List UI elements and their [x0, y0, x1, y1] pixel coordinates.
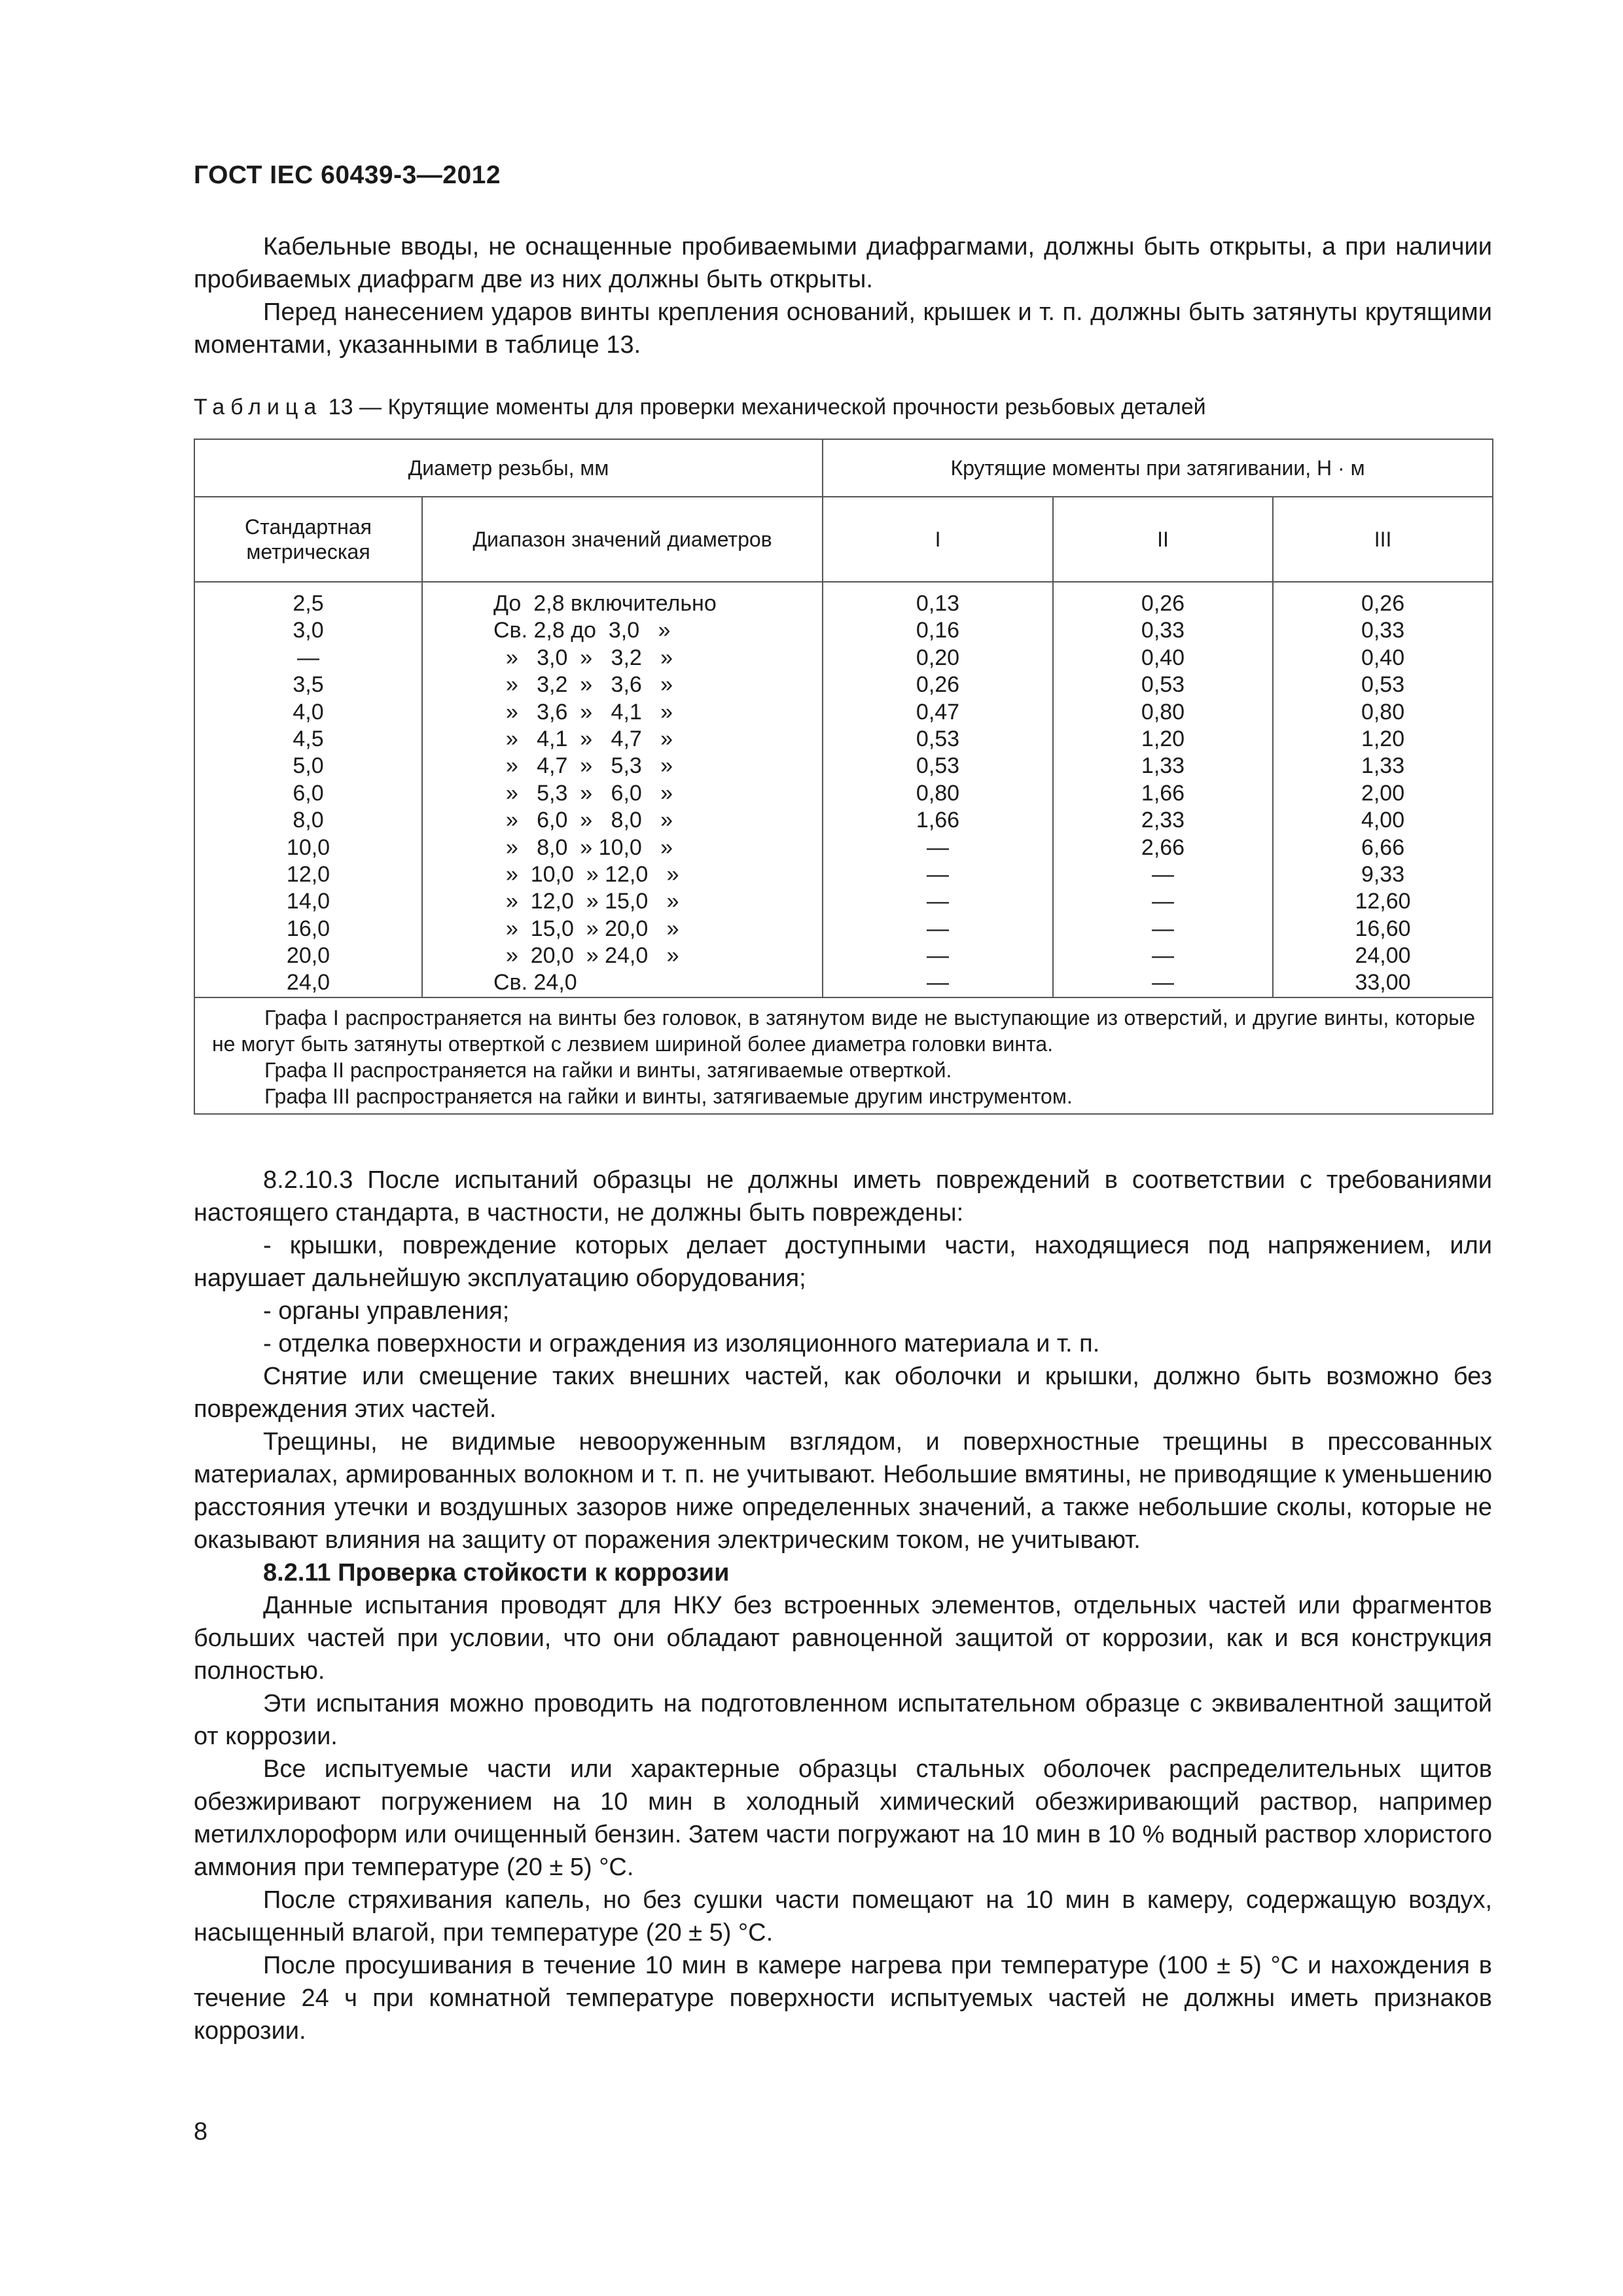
table-cell: 1,33: [1141, 753, 1185, 779]
table-cell: 16,60: [1355, 916, 1411, 941]
table-cell: 0,26: [1141, 591, 1185, 616]
table-cell: 14,0: [286, 889, 330, 914]
table-cell: 0,47: [916, 699, 960, 725]
table-caption-text: 13 — Крутящие моменты для проверки механической прочности резьбовых деталей: [322, 395, 1206, 420]
column-standard-values: [194, 582, 422, 997]
paragraph: Кабельные вводы, не оснащенные пробиваемыми диафрагмами, должны быть открыты, а при наличии пробиваемых диафрагм две из них должны быть открыты.: [194, 233, 1492, 293]
table-cell: —: [927, 916, 950, 941]
table-cell: » 10,0 » 12,0 »: [493, 861, 679, 887]
table-notes: [194, 997, 1493, 1114]
table-cell: 8,0: [293, 808, 324, 833]
table-cell: » 3,6 » 4,1 »: [493, 699, 673, 725]
table-cell: 4,5: [293, 726, 324, 751]
intro-section: [194, 230, 1492, 361]
paragraph: Все испытуемые части или характерные образцы стальных оболочек распределительных щитов обезжиривают погружением на 10 мин в холодный химический обезжиривающий раствор, например метилхлороформ или очищенный бензин. Затем части погружают на 10 мин в 10 % водный раствор хлористого аммония при температуре (20 ± 5) °С.: [194, 1755, 1492, 1881]
table-cell: 16,0: [286, 916, 330, 941]
table-cell: 20,0: [286, 943, 330, 969]
table-cell: 0,53: [1361, 672, 1405, 698]
torque-table: [194, 439, 1493, 1115]
table-cell: 0,33: [1361, 618, 1405, 643]
header-col-II: II: [1053, 497, 1273, 582]
table-cell: 3,5: [293, 672, 324, 698]
table-cell: 0,80: [916, 780, 960, 806]
table-cell: » 6,0 » 8,0 »: [493, 808, 673, 833]
table-cell: 0,26: [916, 672, 960, 698]
table-cell: 0,16: [916, 618, 960, 643]
table-cell: —: [297, 645, 319, 670]
table-cell: 1,66: [1141, 780, 1185, 806]
table-cell: —: [1152, 889, 1175, 914]
table-cell: —: [1152, 916, 1175, 941]
table-cell: » 4,7 » 5,3 »: [493, 753, 673, 779]
table-cell: —: [927, 889, 950, 914]
table-cell: Св. 2,8 до 3,0 »: [493, 618, 671, 643]
paragraph: Эти испытания можно проводить на подготовленном испытательном образце с эквивалентной защитой от коррозии.: [194, 1690, 1492, 1750]
table-cell: 9,33: [1361, 861, 1405, 887]
paragraph: 8.2.10.3 После испытаний образцы не должны иметь повреждений в соответствии с требованиями настоящего стандарта, в частности, не должны быть повреждены:: [194, 1166, 1492, 1227]
column-range-values: [422, 582, 823, 997]
table-cell: » 4,1 » 4,7 »: [493, 726, 673, 751]
table-cell: —: [1152, 861, 1175, 887]
table-cell: 12,0: [286, 861, 330, 887]
paragraph: - органы управления;: [263, 1297, 510, 1325]
table-cell: 0,20: [916, 645, 960, 670]
table-cell: 5,0: [293, 753, 324, 779]
table-cell: » 3,2 » 3,6 »: [493, 672, 673, 698]
paragraph: Трещины, не видимые невооруженным взглядом, и поверхностные трещины в прессованных материалах, армированных волокном и т. п. не учитывают. Небольшие вмятины, не приводящие к уменьшению расстояния утечки и воздушных зазоров ниже определенных значений, а также небольшие сколы, которые не оказывают влияния на защиту от поражения электрическим током, не учитывают.: [194, 1428, 1492, 1554]
table-cell: 0,33: [1141, 618, 1185, 643]
header-col-III: III: [1273, 497, 1493, 582]
table-cell: 6,0: [293, 780, 324, 806]
table-cell: 10,0: [286, 834, 330, 860]
table-cell: —: [1152, 943, 1175, 969]
table-cell: 1,66: [916, 808, 960, 833]
paragraph: Перед нанесением ударов винты крепления оснований, крышек и т. п. должны быть затянуты крутящими моментами, указанными в таблице 13.: [194, 298, 1492, 359]
table-cell: 2,66: [1141, 834, 1185, 860]
column-I-values: [823, 582, 1053, 997]
table-note: Графа I распространяется на винты без головок, в затянутом виде не выступающие из отверстий, и другие винты, которые не могут быть затянуты отверткой с лезвием шириной более диаметра головки винта.: [212, 1005, 1476, 1056]
table-cell: 0,53: [916, 753, 960, 779]
table-cell: 4,0: [293, 699, 324, 725]
table-cell: 33,00: [1355, 970, 1411, 996]
table-cell: » 3,0 » 3,2 »: [493, 645, 673, 670]
header-thread-diameter: Диаметр резьбы, мм: [194, 439, 823, 497]
table-cell: 0,80: [1361, 699, 1405, 725]
paragraph: - отделка поверхности и ограждения из изоляционного материала и т. п.: [263, 1330, 1100, 1357]
table-cell: 0,26: [1361, 591, 1405, 616]
column-II-values: [1053, 582, 1273, 997]
table-cell: —: [1152, 970, 1175, 996]
table-cell: 6,66: [1361, 834, 1405, 860]
header-col-I: I: [823, 497, 1053, 582]
table-cell: » 5,3 » 6,0 »: [493, 780, 673, 806]
table-note: Графа III распространяется на гайки и винты, затягиваемые другим инструментом.: [264, 1084, 1073, 1108]
header-range: Диапазон значений диаметров: [422, 497, 823, 582]
table-cell: 1,33: [1361, 753, 1405, 779]
table-caption-label: Таблица: [194, 395, 323, 420]
table-cell: 24,00: [1355, 943, 1411, 969]
table-cell: 24,0: [286, 970, 330, 996]
table-cell: —: [927, 970, 950, 996]
paragraph: Данные испытания проводят для НКУ без встроенных элементов, отдельных частей или фрагментов больших частей при условии, что они обладают равноценной защитой от коррозии, как и вся конструкция полностью.: [194, 1592, 1492, 1685]
table-cell: 12,60: [1355, 889, 1411, 914]
table-cell: 1,20: [1141, 726, 1185, 751]
body-section: [194, 1164, 1492, 2047]
table-cell: » 8,0 » 10,0 »: [493, 834, 673, 860]
table-cell: 3,0: [293, 618, 324, 643]
table-cell: 0,53: [1141, 672, 1185, 698]
paragraph: Снятие или смещение таких внешних частей, как оболочки и крышки, должно быть возможно без повреждения этих частей.: [194, 1363, 1492, 1423]
paragraph: - крышки, повреждение которых делает доступными части, находящиеся под напряжением, или нарушает дальнейшую эксплуатацию оборудования;: [194, 1232, 1492, 1292]
table-cell: —: [927, 943, 950, 969]
page-number: 8: [194, 2118, 208, 2145]
table-cell: 0,53: [916, 726, 960, 751]
table-cell: 0,80: [1141, 699, 1185, 725]
table-cell: » 20,0 » 24,0 »: [493, 943, 679, 969]
paragraph: После просушивания в течение 10 мин в камере нагрева при температуре (100 ± 5) °С и нахождения в течение 24 ч при комнатной температуре поверхности испытуемых частей не должны иметь признаков коррозии.: [194, 1952, 1492, 2045]
document-code: ГОСТ IEC 60439-3—2012: [194, 161, 501, 189]
table-note: Графа II распространяется на гайки и винты, затягиваемые отверткой.: [264, 1058, 952, 1082]
table-cell: Св. 24,0: [493, 970, 577, 996]
column-III-values: [1273, 582, 1493, 997]
header-torque: Крутящие моменты при затягивании, Н · м: [823, 439, 1493, 497]
table-cell: 0,40: [1361, 645, 1405, 670]
table-cell: 1,20: [1361, 726, 1405, 751]
header-standard-metric: [194, 497, 422, 582]
table-cell: 2,00: [1361, 780, 1405, 806]
table-cell: До 2,8 включительно: [493, 591, 717, 616]
table-cell: 0,40: [1141, 645, 1185, 670]
table-cell: 2,33: [1141, 808, 1185, 833]
table-cell: —: [927, 834, 950, 860]
table-cell: 4,00: [1361, 808, 1405, 833]
table-cell: 2,5: [293, 591, 324, 616]
table-cell: » 12,0 » 15,0 »: [493, 889, 679, 914]
table-caption: [194, 393, 1492, 421]
paragraph: После стряхивания капель, но без сушки части помещают на 10 мин в камеру, содержащую воздух, насыщенный влагой, при температуре (20 ± 5) °С.: [194, 1886, 1492, 1946]
table-cell: » 15,0 » 20,0 »: [493, 916, 679, 941]
header-standard-metric-label: Стандартная метрическая: [245, 515, 372, 564]
table-cell: 0,13: [916, 591, 960, 616]
section-heading: 8.2.11 Проверка стойкости к коррозии: [263, 1559, 730, 1587]
table-cell: —: [927, 861, 950, 887]
